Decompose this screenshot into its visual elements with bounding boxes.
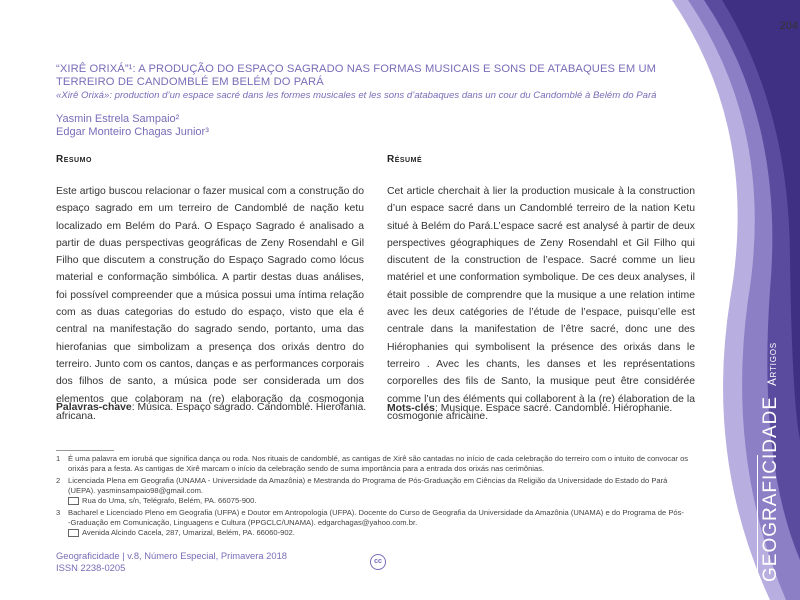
- envelope-icon: [68, 497, 79, 505]
- resume-body: Cet article cherchait à lier la production musicale à la construction d’un espace sacré dans un Candomblé terreiro de la nation Ketu situé à Belém do Pará.L’espace sacré est analysé à partir de deux perspectives géographiques de Zeny Rosendahl et Gil Filho qui discutent de la construction de l’espace. Sacré comme un lieu matériel et une conformation symbolique. De ces deux analyses, il était possible de comprendre que la musique a une relation intime avec les deux catégories de l’étude de l’espace, puisqu’elle est centrale dans la manifestation de l’être sacré, donc une des Hiérophanies qui symbolisent la présence des orixás dans le terreiro . Avec les chants, les danses et les représentations corporelles des fils de Santo, la musique peut être considérée comme l’un des éléments qui collaborent à la (re) élaboration de la cosmogonie africaine.: [387, 186, 695, 422]
- keywords-values: : Música. Espaço sagrado. Candomblé. Hierofania.: [131, 402, 367, 413]
- creative-commons-icon: cc: [370, 554, 386, 570]
- footnotes: [56, 452, 706, 538]
- mots-cles: [387, 403, 672, 414]
- keywords-label: Palavras-chave: [56, 402, 132, 413]
- author-1: Yasmin Estrela Sampaio²: [56, 113, 180, 125]
- page-number: 204: [779, 20, 798, 32]
- resume-heading: Résumé: [387, 154, 423, 165]
- article-title-french: «Xirê Orixá»: production d’un espace sacré dans les formes musicales et les sons d’atabaques dans un cour du Candomblé à Belém do Pará: [56, 90, 657, 101]
- palavras-chave: [56, 402, 366, 413]
- envelope-icon: [68, 529, 79, 537]
- footnote-2: 2 Licenciada Plena em Geografia (UNAMA - Universidade da Amazônia) e Mestranda do Programa de Pós-Graduação em Ciências da Religião da Universidade do Estado do Pará (UEPA). yasminsampaio98@gmail.com. Rua do Uma, s/n, Telégrafo, Belém, PA. 66075-900.: [56, 476, 668, 505]
- journal-name: GEOGRAFICIDADE: [760, 395, 781, 582]
- footnote-3: 3 Bacharel e Licenciado Pleno em Geografia (UFPA) e Doutor em Antropologia (UFPA). Docente do Curso de Geografia da Universidade da Amazônia (UNAMA) e do Programa de Pós- -Graduação em Comunicação, Linguagens e Cultura (PPGCLC/UNAMA). edgarchagas@yahoo.com.br. Avenida Alcindo Cacela, 287, Umarizal, Belém, PA. 66060-902.: [56, 508, 684, 537]
- article-title: “XIRÊ ORIXÁ”¹: A PRODUÇÃO DO ESPAÇO SAGRADO NAS FORMAS MUSICAIS E SONS DE ATABAQUES EM UM TERREIRO DE CANDOMBLÉ EM BELÉM DO PARÁ: [56, 63, 657, 88]
- keywords-values: : Musique. Espace sacré. Candomblé. Hiérophanie.: [434, 403, 673, 414]
- footnote-rule: [56, 450, 114, 451]
- sidebar-vertical-title: [760, 342, 782, 582]
- journal-footer: [56, 550, 287, 574]
- journal-citation: Geograficidade | v.8, Número Especial, Primavera 2018: [56, 550, 288, 561]
- resumo-heading: Resumo: [56, 154, 92, 165]
- author-2: Edgar Monteiro Chagas Junior³: [56, 126, 209, 138]
- footnote-1: 1 É uma palavra em iorubá que significa dança ou roda. Nos rituais de candomblé, as cantigas de Xirê são cantadas no início de cada celebração do terreiro com o intuito de convocar os orixás para a festa. As cantigas de Xirê marcam o início da celebração sendo de suma importância para a entrada dos orixás nas cerimônias.: [56, 454, 689, 473]
- keywords-label: Mots-clés: [387, 403, 435, 414]
- section-name: Artigos: [767, 342, 779, 386]
- sidebar-divider: [757, 455, 758, 585]
- article-header: [56, 63, 696, 139]
- resumo-body: Este artigo buscou relacionar o fazer musical com a construção do espaço sagrado em um terreiro de Candomblé de nação ketu localizado em Belém do Pará. O Espaço Sagrado é analisado a partir de duas perspectivas geográficas de Zeny Rosendahl e Gil Filho que discutem a construção do Espaço Sagrado como lócus material e conformação simbólica. A partir destas duas análises, foi possível compreender que a música possui uma íntima relação com as duas categorias do estudo do espaço, visto que ela é central na manifestação do sagrado sendo, portanto, uma das hierofanias que simbolizam a presença dos orixás dentro do terreiro. Junto com os cantos, danças e as performances corporais dos filhos de santo, a música pode ser considerada um dos elementos que colaboram na (re) elaboração da cosmogonia africana.: [56, 186, 364, 422]
- issn: ISSN 2238-0205: [56, 562, 126, 573]
